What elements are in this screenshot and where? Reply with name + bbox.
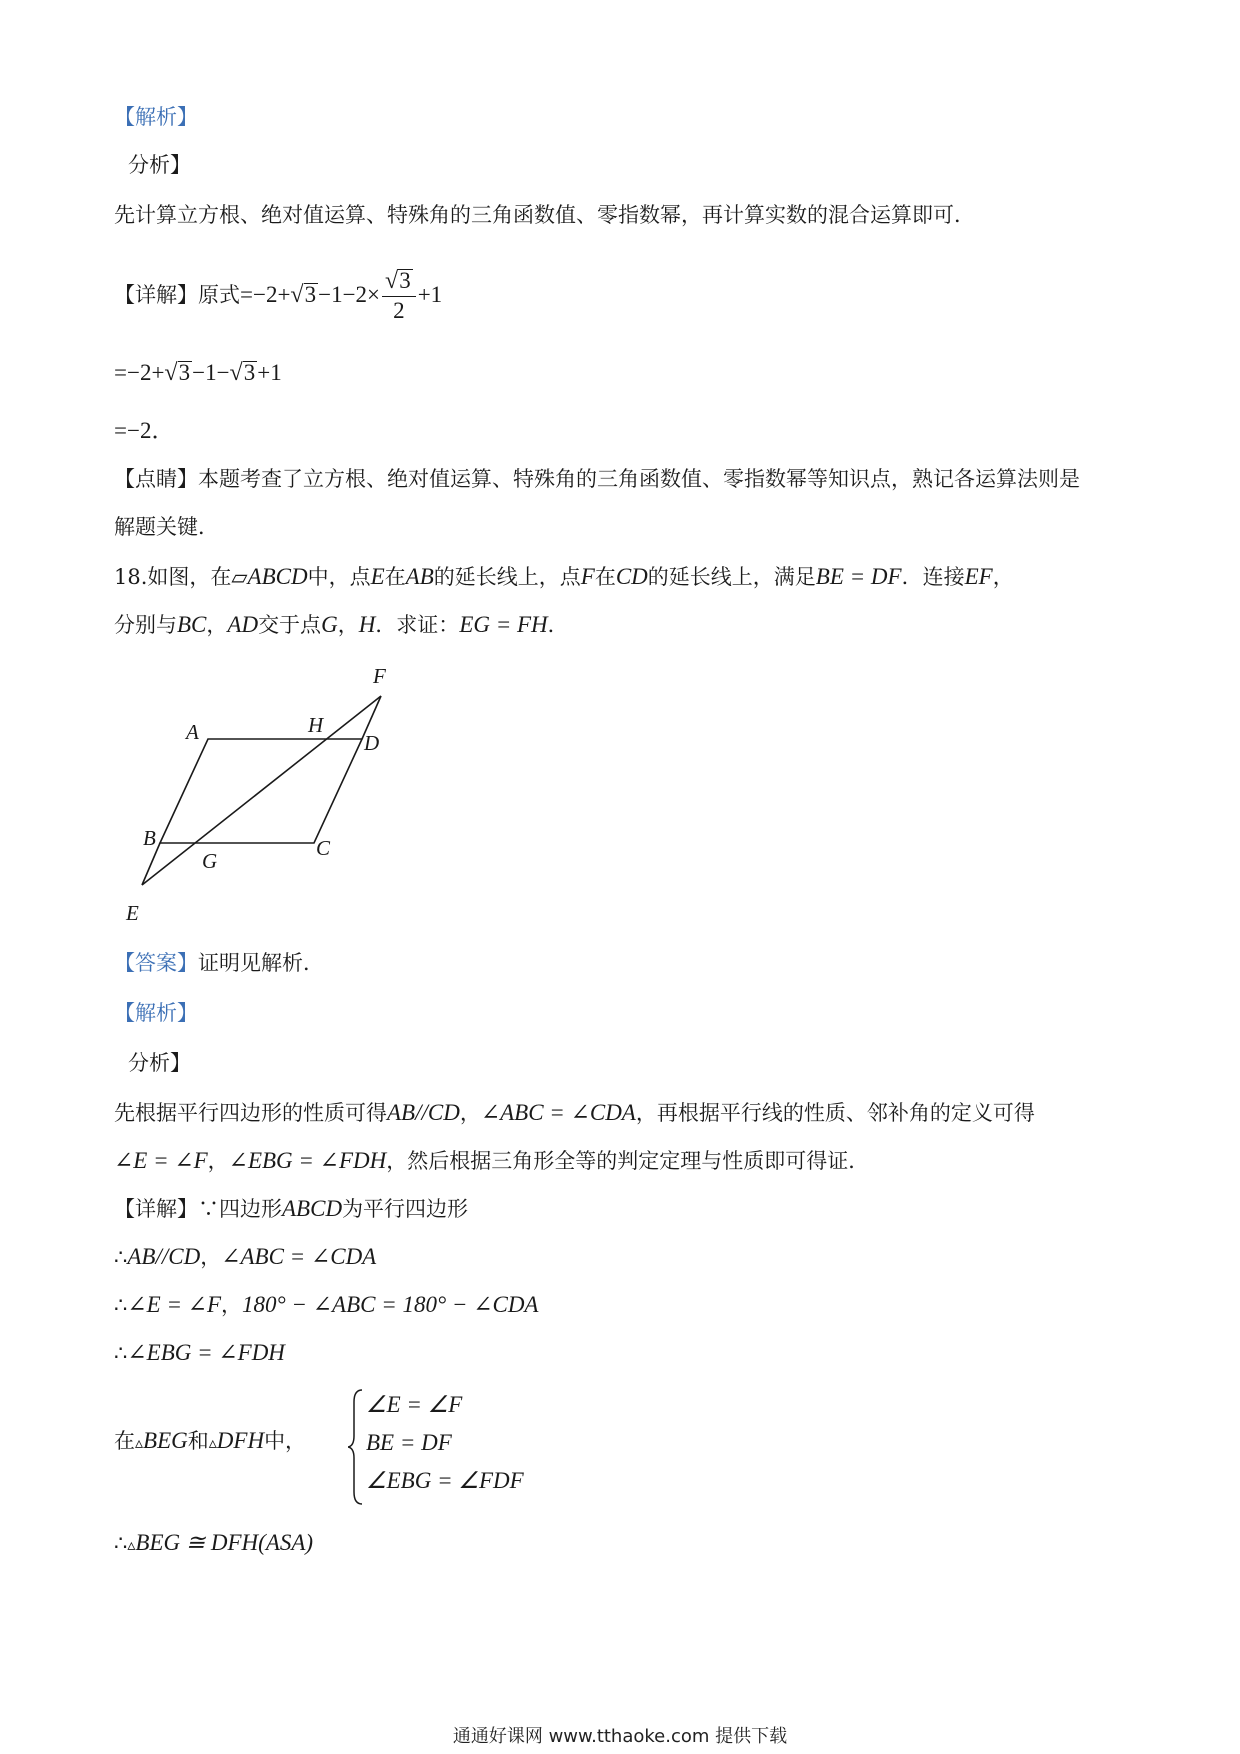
daan-text: 证明见解析． [198, 951, 324, 975]
problem18-line1: 18.如图，在▱ABCD中，点E在AB的延长线上，点F在CD的延长线上，满足BE = DF．连接EF， [114, 564, 1014, 589]
label-c: C [316, 836, 331, 860]
xiangjie-eq3: =−2． [114, 418, 175, 443]
fenxi-label-1: 分析】 [128, 153, 191, 177]
label-d: D [364, 731, 380, 755]
triangle-icon: ▵ [135, 1433, 144, 1452]
label-b: B [143, 826, 156, 850]
step-4: ∴▵BEG ≅ DFH(ASA) [114, 1530, 314, 1555]
label-h: H [308, 713, 324, 737]
step-2: ∴∠E = ∠F，180° − ∠ABC = 180° − ∠CDA [114, 1292, 539, 1317]
label-g: G [202, 849, 218, 873]
condition-3: ∠EBG = ∠FDF [366, 1468, 524, 1493]
condition-2: BE = DF [366, 1430, 452, 1455]
brace-icon [348, 1388, 366, 1506]
label-a: A [186, 720, 199, 744]
daan-label: 【答案】 [114, 951, 198, 975]
dianjing-line-1: 【点睛】本题考查了立方根、绝对值运算、特殊角的三角函数值、零指数幂等知识点，熟记各运算法则是 [114, 467, 1080, 491]
footer-watermark: 通通好课网 www.tthaoke.com 提供下载 [452, 1726, 788, 1747]
problem18-line2: 分别与BC，AD交于点G，H．求证：EG = FH． [114, 612, 569, 637]
fenxi-label-2: 分析】 [128, 1051, 191, 1075]
condition-1: ∠E = ∠F [366, 1392, 463, 1417]
jiexi-label-2: 【解析】 [114, 1001, 198, 1025]
segment-ef [142, 696, 381, 885]
fenxi2-line2: ∠E = ∠F，∠EBG = ∠FDH，然后根据三角形全等的判定定理与性质即可得证． [114, 1148, 870, 1173]
step-3: ∴∠EBG = ∠FDH [114, 1340, 285, 1365]
dianjing-line-2: 解题关键． [114, 515, 219, 539]
daan-line [114, 948, 324, 978]
condition-system [366, 1386, 524, 1500]
xiangjie-eq1: 【详解】原式=−2+√3−1−2× $\frac{√3}{2}$ +1 [114, 268, 443, 323]
fenxi-text-1: 先计算立方根、绝对值运算、特殊角的三角函数值、零指数幂，再计算实数的混合运算即可． [114, 203, 975, 227]
xiangjie-label: 【详解】原式 [114, 283, 240, 307]
label-e: E [126, 901, 139, 925]
fenxi2-line1: 先根据平行四边形的性质可得AB//CD，∠ABC = ∠CDA，再根据平行线的性质、邻补角的定义可得 [114, 1100, 1035, 1125]
jiexi-label-1: 【解析】 [114, 105, 198, 129]
triangle-icon-2: ▵ [208, 1433, 217, 1452]
xiangjie-eq2: =−2+√3−1−√3+1 [114, 360, 282, 386]
sqrt-3: √3 [290, 282, 317, 308]
xiangjie2-line: 【详解】∵四边形ABCD为平行四边形 [114, 1196, 469, 1221]
label-f: F [373, 664, 386, 688]
fraction-sqrt3-over-2: $\frac{√3}{2}$ [382, 268, 416, 325]
parallelogram-figure [110, 650, 430, 940]
triangle-compare-line: 在▵BEG和▵DFH中， [114, 1428, 307, 1453]
step-1: ∴AB//CD，∠ABC = ∠CDA [114, 1244, 377, 1269]
